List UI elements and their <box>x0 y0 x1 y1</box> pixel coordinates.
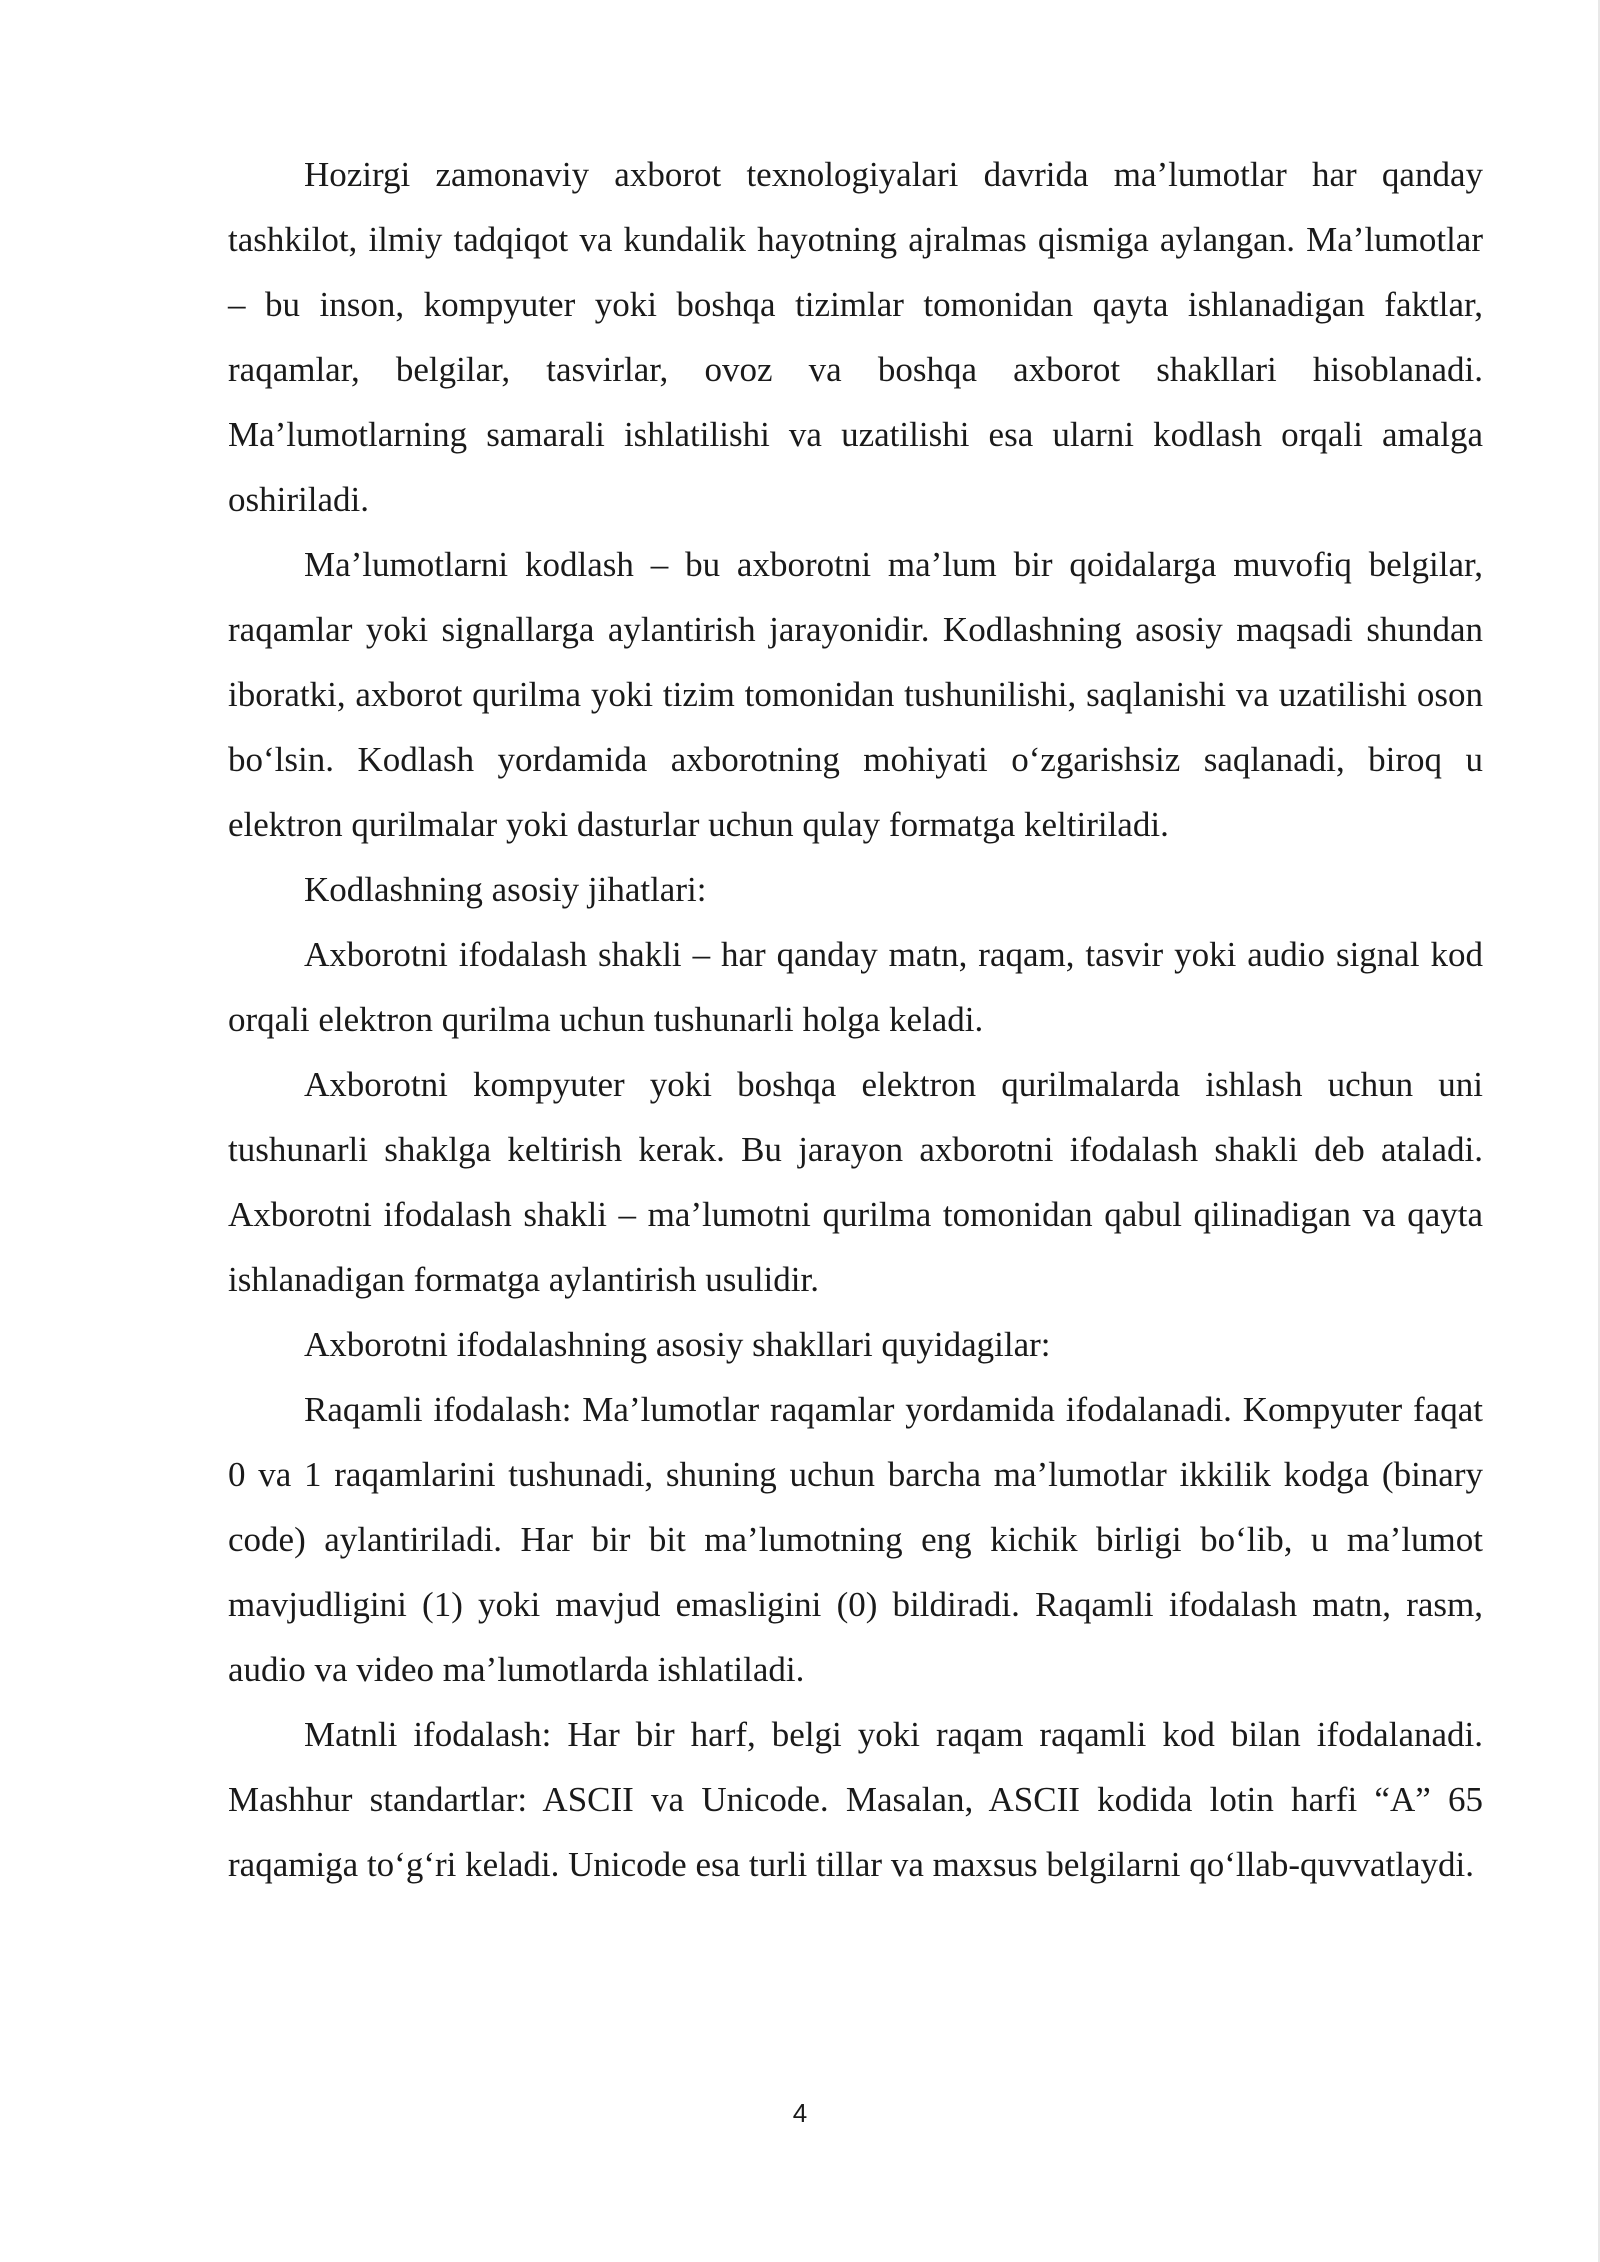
paragraph-main-forms-heading: Axborotni ifodalashning asosiy shakllari quyidagilar: <box>304 1325 1051 1364</box>
paragraph-representation-form: Axborotni ifodalash shakli – har qanday matn, raqam, tasvir yoki audio signal kod orqali elektron qurilma uchun tushunarli holga keladi. <box>228 935 1483 1039</box>
paragraph-intro: Hozirgi zamonaviy axborot texnologiyalari davrida ma’lumotlar har qanday tashkilot, ilmiy tadqiqot va kundalik hayotning ajralmas qismiga aylangan. Ma’lumotlar – bu inson, kompyuter yoki boshqa tizimlar tomonidan qayta ishlanadigan faktlar, raqamlar, belgilar, tasvirlar, ovoz va boshqa axborot shakllari hisoblanadi. Ma’lumotlarning samarali ishlatilishi va uzatilishi esa ularni kodlash orqali amalga oshiriladi. <box>228 155 1483 519</box>
paragraph-text-representation: Matnli ifodalash: Har bir harf, belgi yoki raqam raqamli kod bilan ifodalanadi. Mashhur standartlar: ASCII va Unicode. Masalan, ASCII kodida lotin harfi “A” 65 raqamiga to‘g‘ri keladi. Unicode esa turli tillar va maxsus belgilarni qo‘llab-quvvatlaydi. <box>228 1715 1483 1884</box>
paragraph-encoding-definition: Ma’lumotlarni kodlash – bu axborotni ma’lum bir qoidalarga muvofiq belgilar, raqamlar yoki signallarga aylantirish jarayonidir. Kodlashning asosiy maqsadi shundan iboratki, axborot qurilma yoki tizim tomonidan tushunilishi, saqlanishi va uzatilishi oson bo‘lsin. Kodlash yordamida axborotning mohiyati o‘zgarishsiz saqlanadi, biroq u elektron qurilmalar yoki dasturlar uchun qulay formatga keltiriladi. <box>228 545 1483 844</box>
paragraph-aspects-heading: Kodlashning asosiy jihatlari: <box>304 870 707 909</box>
body-text <box>228 142 1483 1897</box>
paragraph-representation-explained: Axborotni kompyuter yoki boshqa elektron qurilmalarda ishlash uchun uni tushunarli shaklga keltirish kerak. Bu jarayon axborotni ifodalash shakli deb ataladi. Axborotni ifodalash shakli – ma’lumotni qurilma tomonidan qabul qilinadigan va qayta ishlanadigan formatga aylantirish usulidir. <box>228 1065 1483 1299</box>
page-number: 4 <box>792 2098 808 2128</box>
paragraph-digital-representation: Raqamli ifodalash: Ma’lumotlar raqamlar yordamida ifodalanadi. Kompyuter faqat 0 va 1 raqamlarini tushunadi, shuning uchun barcha ma’lumotlar ikkilik kodga (binary code) aylantiriladi. Har bir bit ma’lumotning eng kichik birligi bo‘lib, u ma’lumot mavjudligini (1) yoki mavjud emasligini (0) bildiradi. Raqamli ifodalash matn, rasm, audio va video ma’lumotlarda ishlatiladi. <box>228 1390 1483 1689</box>
